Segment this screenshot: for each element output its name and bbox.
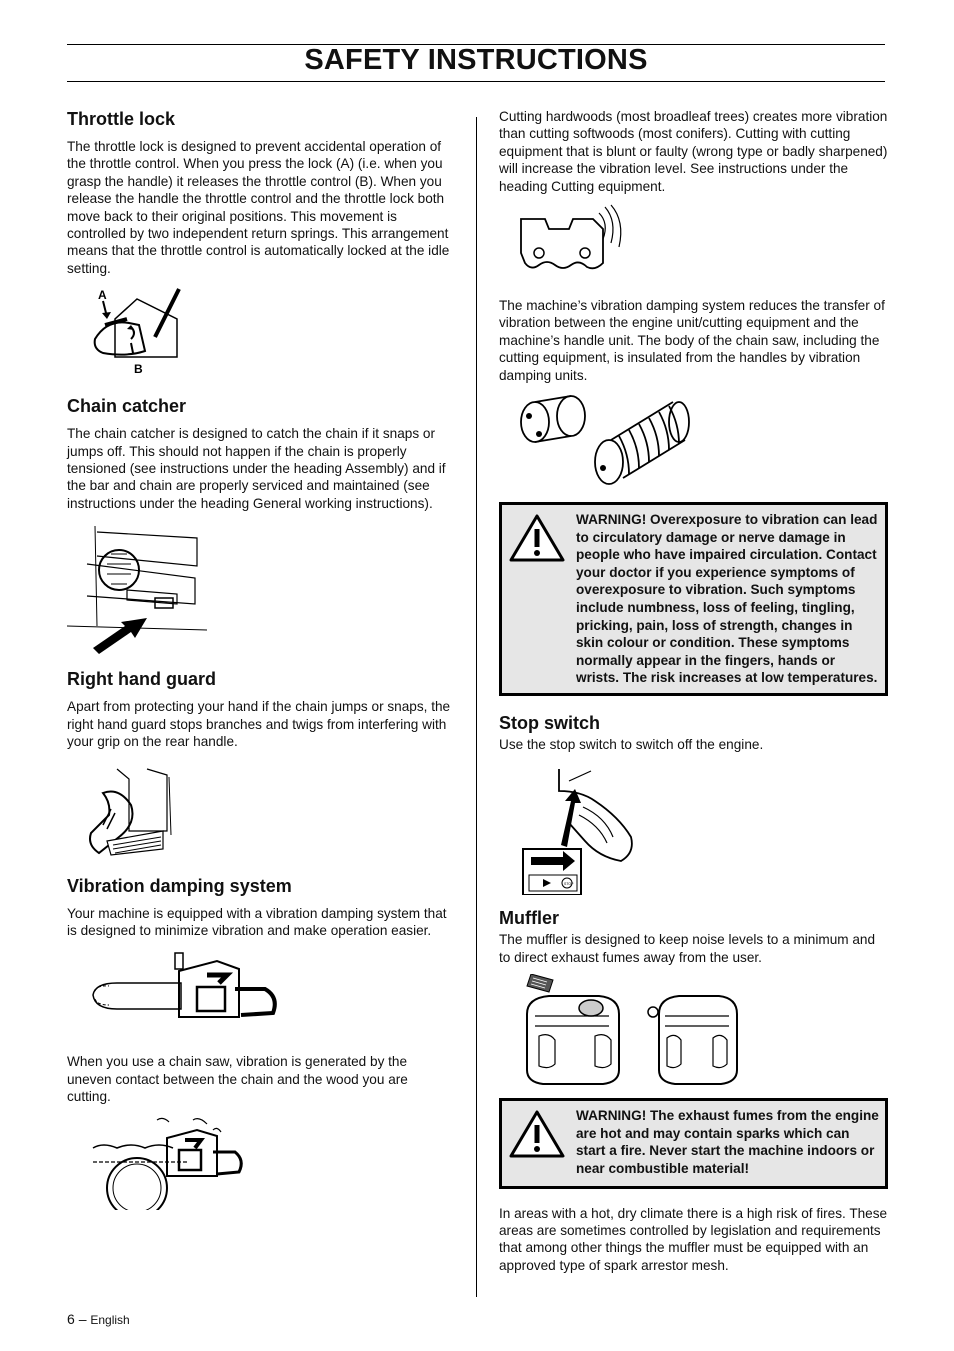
page-footer	[67, 1311, 130, 1327]
cutting-wood-drawing	[67, 1116, 247, 1210]
stop-label: STOP	[564, 882, 574, 887]
spark-arrestor-text: In areas with a hot, dry climate there is a high risk of fires. These areas are sometimes controlled by legislation and requirements that among other things the muffler must be equipped with an approved type of spark arrestor mesh.	[499, 1205, 888, 1273]
saw-chain-tooth-drawing	[499, 203, 629, 289]
vibration-warning-text: WARNING! Overexposure to vibration can lead to circulatory damage or nerve damage in people who have impaired circulation. Contact your doctor if you experience symptoms of overexposure to vibration. Such symptoms include numbness, loss of feeling, tingling, pricking, pain, loss of strength, changes in skin colour or condition. These symptoms normally appear in the fingers, hands or wrists. The risk increases at low temperatures.	[576, 512, 878, 686]
label-a: A	[98, 288, 107, 303]
vibration-damping-text-1: Your machine is equipped with a vibration damping system that is designed to minimize vibration and make operation easier.	[67, 905, 447, 938]
throttle-lock-illustration	[67, 285, 452, 383]
left-column	[67, 108, 452, 1210]
right-hand-guard-heading: Right hand guard	[67, 669, 216, 690]
right-hand-guard-illustration	[67, 765, 452, 859]
vibration-damping-heading: Vibration damping system	[67, 875, 292, 896]
chain-catcher-drawing	[67, 526, 207, 654]
chain-catcher-illustration	[67, 526, 452, 654]
stop-switch-heading: Stop switch	[499, 713, 601, 733]
saw-chain-tooth-illustration	[499, 203, 888, 289]
chain-catcher-text: The chain catcher is designed to catch the chain if it snaps or jumps off. This should not happen if the chain is properly tensioned (see instructions under the heading Assembly) and if the bar and chain are properly serviced and maintained (see instructions under the heading General working instructions).	[67, 426, 446, 511]
cutting-wood-illustration	[67, 1116, 452, 1210]
footer-dash: –	[78, 1311, 87, 1327]
muffler-drawing	[499, 974, 749, 1088]
right-column	[499, 108, 888, 1274]
muffler-text: The muffler is designed to keep noise levels to a minimum and to direct exhaust fumes away from the user.	[499, 932, 876, 965]
label-b: B	[134, 362, 143, 377]
page-title: SAFETY INSTRUCTIONS	[304, 44, 648, 76]
exhaust-warning-box	[499, 1098, 888, 1188]
right-hand-guard-text: Apart from protecting your hand if the chain jumps or snaps, the right hand guard stops branches and twigs from interfering with your grip on the rear handle.	[67, 699, 451, 750]
throttle-lock-text: The throttle lock is designed to prevent accidental operation of the throttle control. When you press the lock (A) (i.e. when you grasp the handle) it releases the throttle control (B). When you release the handle the throttle control and the throttle lock both move back to their original positions. This movement is controlled by two independent return springs. This arrangement means that the throttle control is automatically locked at the idle setting.	[67, 139, 450, 276]
warning-triangle-icon	[508, 513, 566, 563]
damping-units-text: The machine’s vibration damping system reduces the transfer of vibration between the engine unit/cutting equipment and the machine’s handle unit. The body of the chain saw, including the cutting equipment, is insulated from the handles by vibration damping units.	[499, 298, 885, 383]
vibration-damping-text-2: When you use a chain saw, vibration is generated by the uneven contact between the chain and the wood you are cutting.	[67, 1054, 408, 1105]
throttle-lock-drawing	[67, 285, 197, 383]
column-divider	[476, 117, 477, 1297]
vibration-warning-box	[499, 502, 888, 696]
stop-switch-drawing	[499, 761, 639, 895]
page-number: 6	[67, 1311, 75, 1327]
throttle-lock-heading: Throttle lock	[67, 109, 176, 129]
damping-units-drawing	[499, 394, 699, 488]
stop-switch-illustration	[499, 761, 888, 895]
exhaust-warning-text: WARNING! The exhaust fumes from the engine are hot and may contain sparks which can start a fire. Never start the machine indoors or near combustible material!	[576, 1108, 879, 1176]
chain-catcher-heading: Chain catcher	[67, 396, 187, 417]
chain-saw-drawing	[67, 951, 297, 1037]
footer-language: English	[90, 1313, 130, 1327]
header-rule-bottom	[67, 81, 885, 82]
muffler-illustration	[499, 974, 888, 1088]
right-hand-guard-drawing	[67, 765, 207, 859]
damping-units-illustration	[499, 394, 888, 488]
muffler-heading: Muffler	[499, 908, 559, 929]
stop-switch-text: Use the stop switch to switch off the engine.	[499, 737, 764, 752]
hardwood-vibration-text: Cutting hardwoods (most broadleaf trees) creates more vibration than cutting softwoods (most conifers). Cutting with cutting equipment that is blunt or faulty (wrong type or badly sharpened) will increase the vibration level. See instructions under the heading Cutting equipment.	[499, 109, 888, 194]
chain-saw-illustration	[67, 951, 452, 1037]
warning-triangle-icon	[508, 1109, 566, 1159]
